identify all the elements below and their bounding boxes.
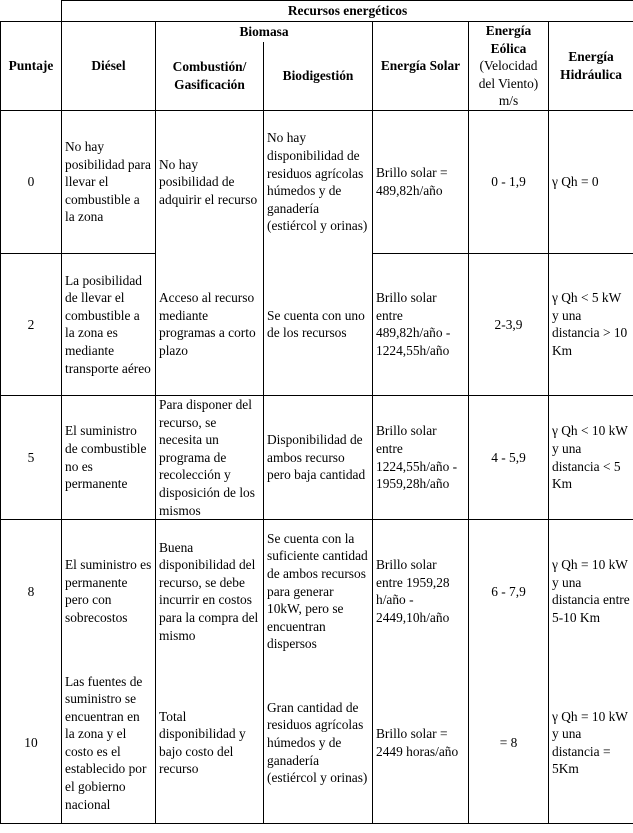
eolica-cell: = 8 <box>469 663 549 824</box>
eolica-cell: 6 - 7,9 <box>469 520 549 663</box>
table-row <box>1 110 633 253</box>
hidraulica-cell: γ Qh = 0 <box>549 110 633 253</box>
score-cell: 8 <box>1 520 62 663</box>
header-eolica <box>469 22 549 111</box>
hidraulica-cell: γ Qh < 5 kW y una distancia > 10 Km <box>549 253 633 395</box>
combustion-cell: No hay posibilidad de adquirir el recurso <box>156 110 264 253</box>
diesel-cell: Las fuentes de suministro se encuentran en la zona y el costo es el establecido por el gobierno nacional <box>62 663 156 824</box>
table-row <box>1 395 633 519</box>
score-cell: 5 <box>1 395 62 519</box>
header-puntaje: Puntaje <box>1 22 62 111</box>
biodigestion-cell: Se cuenta con la suficiente cantidad de ambos recursos para generar 10kW, pero se encuentran dispersos <box>264 520 373 663</box>
header-solar: Energía Solar <box>373 22 469 111</box>
diesel-cell: El suministro es permanente pero con sobrecostos <box>62 520 156 663</box>
table-row <box>1 663 633 824</box>
hidraulica-cell: γ Qh = 10 kW y una distancia entre 5-10 Km <box>549 520 633 663</box>
combustion-cell: Acceso al recurso mediante programas a corto plazo <box>156 253 264 395</box>
header-eolica-subtitle: (Velocidad del Viento) m/s <box>478 58 539 109</box>
header-combustion: Combustión/ Gasificación <box>156 42 264 111</box>
header-biodigestion: Biodigestión <box>264 42 373 111</box>
biomasa-header-row <box>1 22 633 42</box>
solar-cell: Brillo solar entre 1224,55h/año - 1959,28h/año <box>373 395 469 519</box>
diesel-cell: La posibilidad de llevar el combustible a la zona es mediante transporte aéreo <box>62 253 156 395</box>
biodigestion-cell: Gran cantidad de residuos agrícolas húmedos y de ganadería (estiércol y orinas) <box>264 663 373 824</box>
score-cell: 0 <box>1 110 62 253</box>
solar-cell: Brillo solar entre 1959,28 h/año - 2449,10h/año <box>373 520 469 663</box>
biodigestion-cell: Disponibilidad de ambos recurso pero baja cantidad <box>264 395 373 519</box>
combustion-cell: Para disponer del recurso, se necesita un programa de recolección y disposición de los mismos <box>156 395 264 519</box>
score-cell: 2 <box>1 253 62 395</box>
hidraulica-cell: γ Qh < 10 kW y una distancia < 5 Km <box>549 395 633 519</box>
diesel-cell: No hay posibilidad para llevar el combustible a la zona <box>62 110 156 253</box>
combustion-cell: Buena disponibilidad del recurso, se debe incurrir en costos para la compra del mismo <box>156 520 264 663</box>
eolica-cell: 4 - 5,9 <box>469 395 549 519</box>
biodigestion-cell: No hay disponibilidad de residuos agrícolas húmedos y de ganadería (estiércol y orinas) <box>264 110 373 253</box>
table-title: Recursos energéticos <box>62 1 633 22</box>
solar-cell: Brillo solar = 2449 horas/año <box>373 663 469 824</box>
biodigestion-cell: Se cuenta con uno de los recursos <box>264 253 373 395</box>
combustion-cell: Total disponibilidad y bajo costo del recurso <box>156 663 264 824</box>
solar-cell: Brillo solar = 489,82h/año <box>373 110 469 253</box>
solar-cell: Brillo solar entre 489,82h/año - 1224,55h/año <box>373 253 469 395</box>
header-hidraulica: Energía Hidráulica <box>549 22 633 111</box>
header-eolica-title: Energía Eólica <box>485 23 532 56</box>
table-title-row <box>1 1 633 22</box>
table-row <box>1 253 633 395</box>
diesel-cell: El suministro de combustible no es permanente <box>62 395 156 519</box>
table-row <box>1 520 633 663</box>
eolica-cell: 2-3,9 <box>469 253 549 395</box>
blank-corner-cell <box>1 1 62 22</box>
score-cell: 10 <box>1 663 62 824</box>
hidraulica-cell: γ Qh = 10 kW y una distancia = 5Km <box>549 663 633 824</box>
header-biomasa: Biomasa <box>156 22 373 42</box>
header-diesel: Diésel <box>62 22 156 111</box>
eolica-cell: 0 - 1,9 <box>469 110 549 253</box>
